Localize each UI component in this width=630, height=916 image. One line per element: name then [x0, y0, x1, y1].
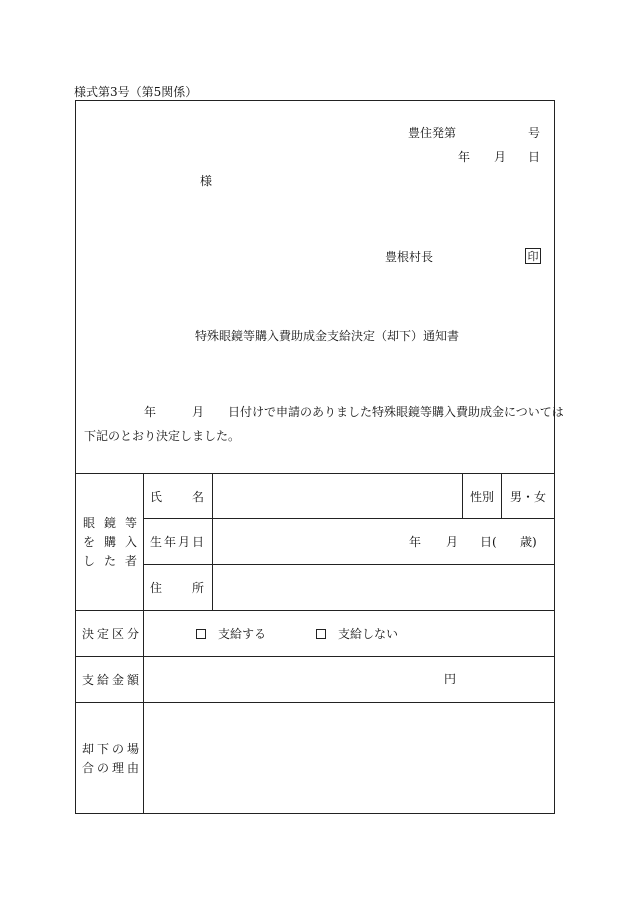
birthdate-label: 生年月日	[150, 535, 207, 549]
issue-date-month: 月	[494, 150, 507, 164]
issue-date-day: 日	[528, 150, 541, 164]
issuer-mayor: 豊根村長	[385, 250, 434, 264]
seal-mark: 印	[525, 248, 541, 264]
address-field[interactable]	[213, 565, 554, 610]
birth-day-unit: 日(	[480, 535, 497, 549]
body-month: 月	[192, 405, 205, 419]
body-year: 年	[144, 405, 157, 419]
amount-label: 支給金額	[82, 673, 143, 687]
body-text-line1	[84, 406, 564, 418]
amount-field[interactable]	[144, 657, 554, 702]
option-no-pay[interactable]: 支給しない	[316, 625, 398, 642]
issue-date-year: 年	[458, 150, 471, 164]
checkbox-icon[interactable]	[316, 629, 326, 639]
issue-number-prefix: 豊住発第	[408, 126, 457, 140]
amount-unit: 円	[444, 672, 457, 686]
form-number-label: 様式第3号（第5関係）	[74, 85, 198, 99]
rejection-reason-label: 却下の場 合の理由	[82, 741, 143, 775]
option-pay[interactable]: 支給する	[196, 625, 266, 642]
decision-options	[196, 611, 398, 656]
recipient-honorific: 様	[200, 174, 213, 188]
gender-label: 性別	[469, 489, 494, 504]
decision-label: 決定区分	[82, 627, 143, 641]
gender-options[interactable]: 男・女	[509, 489, 546, 504]
issue-number-suffix: 号	[528, 126, 541, 140]
body-text-line2: 下記のとおり決定しました。	[84, 429, 241, 443]
name-label: 氏 名	[150, 489, 204, 504]
age-unit: 歳)	[520, 535, 537, 549]
checkbox-icon[interactable]	[196, 629, 206, 639]
body-text-rest: 日付けで申請のありました特殊眼鏡等購入費助成金については	[228, 405, 564, 419]
document-title: 特殊眼鏡等購入費助成金支給決定（却下）通知書	[195, 329, 460, 343]
rejection-reason-field[interactable]	[144, 703, 554, 814]
address-label: 住 所	[150, 581, 204, 595]
name-field[interactable]	[213, 474, 462, 518]
birth-month-unit: 月	[446, 535, 459, 549]
buyer-section-label: 眼 鏡 等 を 購 入 し た 者	[83, 515, 137, 568]
birth-year-unit: 年	[409, 535, 422, 549]
